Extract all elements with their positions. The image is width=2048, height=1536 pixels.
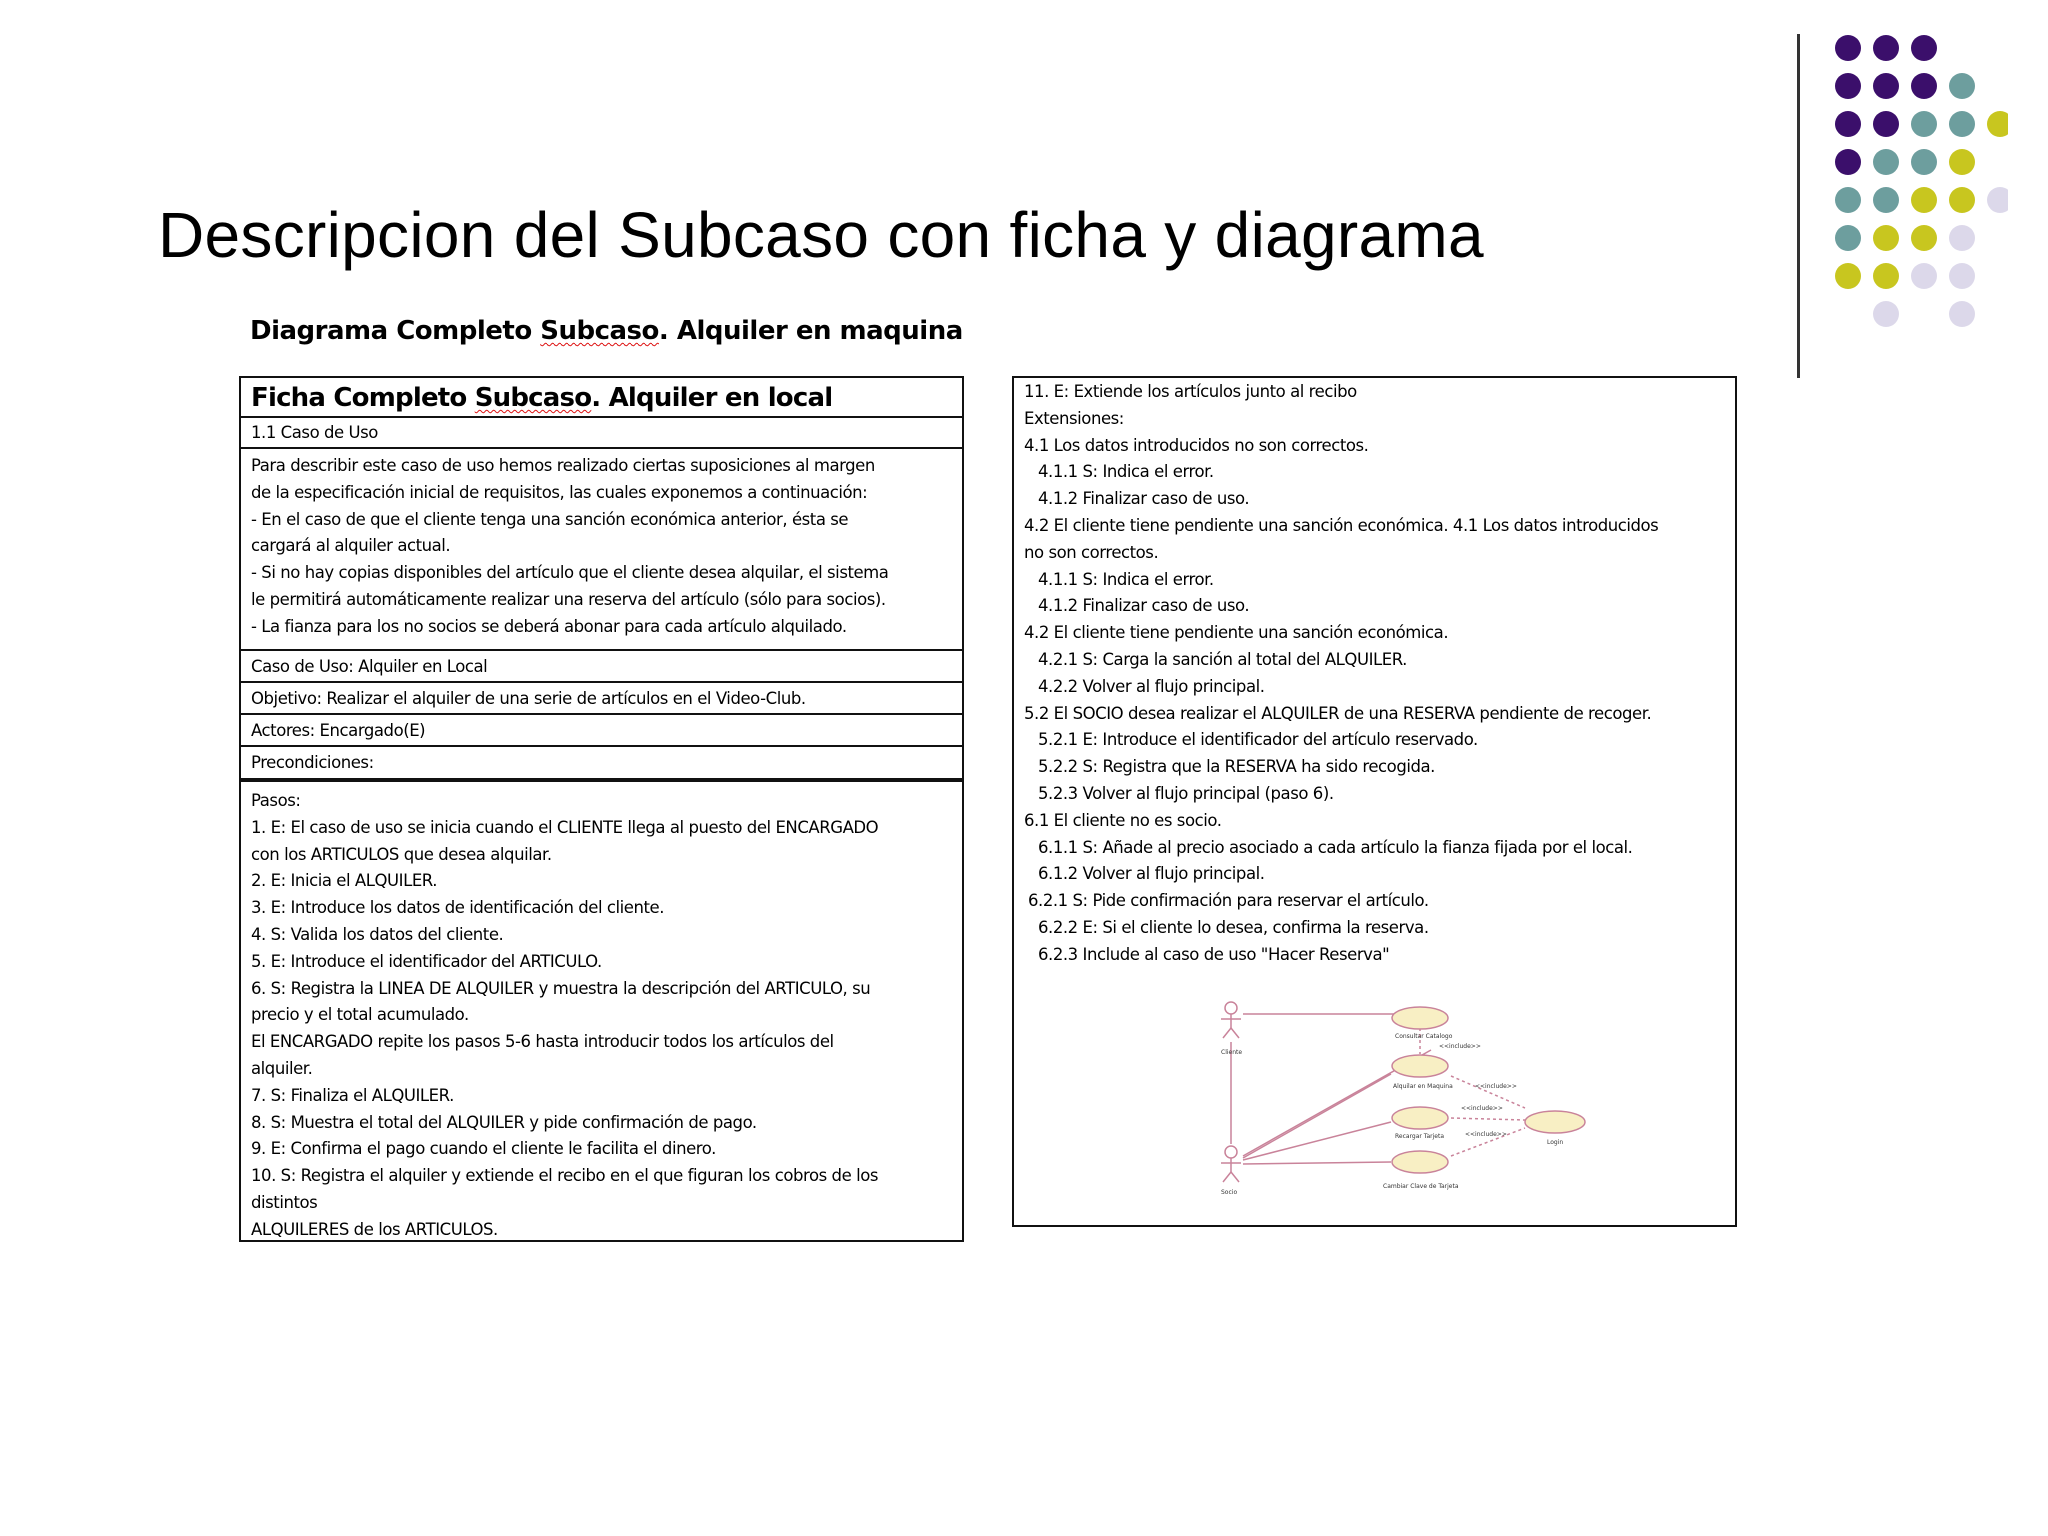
decorative-dot — [1873, 73, 1899, 99]
description-line: cargará al alquiler actual. — [251, 536, 451, 556]
paso-line: 6. S: Registra la LINEA DE ALQUILER y muestra la descripción del ARTICULO, su — [251, 978, 871, 998]
diagram-heading-after: . Alquiler en maquina — [658, 316, 963, 346]
continuation-line: 11. E: Extiende los artículos junto al recibo — [1024, 382, 1357, 401]
decorative-dot — [1949, 73, 1975, 99]
include-arrow — [1451, 1076, 1525, 1108]
description-line: - La fianza para los no socios se deberá abonar para cada artículo alquilado. — [251, 616, 847, 636]
description-line: - En el caso de que el cliente tenga una sanción económica anterior, ésta se — [251, 509, 849, 529]
uc-login-label: Login — [1547, 1139, 1564, 1146]
decorative-dot — [1873, 187, 1899, 213]
continuation-line: 6.2.2 E: Si el cliente lo desea, confirma la reserva. — [1038, 917, 1429, 937]
actor-socio-label: Socio — [1221, 1189, 1238, 1196]
continuation-line: 4.2.1 S: Carga la sanción al total del ALQUILER. — [1038, 649, 1407, 669]
use-case-alquilar — [1392, 1055, 1448, 1077]
paso-line: 3. E: Introduce los datos de identificación del cliente. — [251, 898, 665, 918]
description-line: de la especificación inicial de requisitos, las cuales exponemos a continuación: — [251, 482, 868, 502]
diagram-heading — [250, 316, 963, 346]
paso-line: 4. S: Valida los datos del cliente. — [251, 924, 504, 944]
association-line — [1243, 1074, 1391, 1158]
description-line: - Si no hay copias disponibles del artículo que el cliente desea alquilar, el sistema — [251, 563, 889, 583]
pasos-label: Pasos: — [251, 791, 301, 810]
continuation-line: 4.2.2 Volver al flujo principal. — [1038, 676, 1265, 696]
decorative-dot — [1949, 149, 1975, 175]
continuation-line: 4.2 El cliente tiene pendiente una sanción económica. — [1024, 623, 1449, 643]
ficha-title — [241, 378, 962, 418]
continuation-line: 6.1.1 S: Añade al precio asociado a cada artículo la fianza fijada por el local. — [1038, 837, 1633, 857]
precondiciones-field: Precondiciones: — [241, 747, 962, 780]
paso-line: 9. E: Confirma el pago cuando el cliente le facilita el dinero. — [251, 1139, 716, 1159]
paso-line: 10. S: Registra el alquiler y extiende el recibo en el que figuran los cobros de los — [251, 1166, 878, 1186]
decorative-dot — [1873, 35, 1899, 61]
decorative-dot — [1835, 111, 1861, 137]
association-line — [1243, 1122, 1391, 1160]
continuation-line: 4.2 El cliente tiene pendiente una sanción económica. 4.1 Los datos introducidos — [1024, 515, 1659, 535]
actor-socio-icon — [1221, 1146, 1241, 1182]
paso-line: 8. S: Muestra el total del ALQUILER y pide confirmación de pago. — [251, 1112, 757, 1132]
uc-cambiar-label: Cambiar Clave de Tarjeta — [1383, 1183, 1459, 1190]
decorative-dot — [1835, 187, 1861, 213]
continuation-line: no son correctos. — [1024, 542, 1159, 562]
decorative-dot — [1873, 263, 1899, 289]
continuation-line: 4.1.1 S: Indica el error. — [1038, 569, 1214, 589]
decorative-dot — [1987, 111, 2008, 137]
decorative-dot — [1949, 111, 1975, 137]
decorative-dot — [1911, 73, 1937, 99]
continuation-line: 6.1.2 Volver al flujo principal. — [1038, 864, 1265, 884]
continuation-line: 6.2.1 S: Pide confirmación para reservar el artículo. — [1028, 891, 1429, 911]
include-label: <<include>> — [1465, 1131, 1507, 1138]
continuation-line: 4.1.2 Finalizar caso de uso. — [1038, 596, 1250, 616]
decorative-dot-grid — [1828, 34, 2008, 334]
include-label: <<include>> — [1439, 1043, 1481, 1050]
decorative-dot — [1949, 301, 1975, 327]
decorative-dot — [1873, 111, 1899, 137]
ficha-description — [241, 449, 962, 651]
decorative-dot — [1949, 187, 1975, 213]
decorative-dot — [1911, 111, 1937, 137]
decorative-dot — [1835, 149, 1861, 175]
decorative-dot — [1949, 225, 1975, 251]
paso-line: 5. E: Introduce el identificador del ARTICULO. — [251, 951, 602, 971]
decorative-dot — [1911, 225, 1937, 251]
objetivo-field: Objetivo: Realizar el alquiler de una serie de artículos en el Video-Club. — [241, 683, 962, 715]
continuation-line: 5.2.1 E: Introduce el identificador del artículo reservado. — [1038, 730, 1478, 750]
use-case-login — [1525, 1111, 1585, 1133]
caso-uso-field: Caso de Uso: Alquiler en Local — [241, 651, 962, 683]
continuation-line: 4.1 Los datos introducidos no son correctos. — [1024, 435, 1369, 455]
description-line: le permitirá automáticamente realizar una reserva del artículo (sólo para socios). — [251, 589, 886, 609]
use-case-recargar — [1392, 1107, 1448, 1129]
actor-cliente-label: Cliente — [1221, 1049, 1243, 1056]
continuation-line: 5.2.2 S: Registra que la RESERVA ha sido recogida. — [1038, 757, 1435, 777]
decorative-dot — [1911, 149, 1937, 175]
slide-title: Descripcion del Subcaso con ficha y diagrama — [158, 199, 1484, 271]
include-label: <<include>> — [1475, 1083, 1517, 1090]
pasos-section — [241, 780, 962, 1238]
include-label: <<include>> — [1461, 1105, 1503, 1112]
description-line: Para describir este caso de uso hemos realizado ciertas suposiciones al margen — [251, 456, 875, 475]
decorative-dot — [1873, 225, 1899, 251]
paso-line: con los ARTICULOS que desea alquilar. — [251, 844, 552, 864]
continuation-line: 5.2 El SOCIO desea realizar el ALQUILER de una RESERVA pendiente de recoger. — [1024, 703, 1652, 723]
diagram-heading-before: Diagrama Completo — [250, 316, 541, 346]
decorative-dot — [1873, 149, 1899, 175]
use-case-consultar — [1392, 1007, 1448, 1029]
association-line — [1243, 1162, 1391, 1164]
dot-group — [1835, 35, 2008, 327]
paso-line: El ENCARGADO repite los pasos 5-6 hasta introducir todos los artículos del — [251, 1032, 834, 1052]
include-arrow — [1451, 1118, 1525, 1120]
decorative-dot — [1835, 263, 1861, 289]
decorative-dot — [1835, 73, 1861, 99]
paso-line: alquiler. — [251, 1058, 313, 1078]
continuation-line: 6.2.3 Include al caso de uso "Hacer Reserva" — [1038, 944, 1390, 964]
ficha-title-before: Ficha Completo — [251, 383, 475, 413]
continuation-line: 6.1 El cliente no es socio. — [1024, 810, 1222, 830]
decorative-dot — [1835, 35, 1861, 61]
continuation-line: 4.1.2 Finalizar caso de uso. — [1038, 489, 1250, 509]
continuation-body — [1014, 378, 1735, 970]
paso-line: 1. E: El caso de uso se inicia cuando el CLIENTE llega al puesto del ENCARGADO — [251, 817, 879, 837]
decorative-dot — [1873, 301, 1899, 327]
use-case-diagram — [1195, 996, 1615, 1196]
paso-line: distintos — [251, 1192, 318, 1212]
actores-field: Actores: Encargado(E) — [241, 715, 962, 747]
uc-consultar-label: Consultar Catalogo — [1395, 1033, 1453, 1040]
paso-line: ALQUILERES de los ARTICULOS. — [251, 1219, 498, 1238]
uc-alquilar-label: Alquilar en Maquina — [1393, 1083, 1453, 1090]
paso-line: 2. E: Inicia el ALQUILER. — [251, 871, 438, 891]
ficha-title-after: . Alquiler en local — [591, 383, 833, 413]
decorative-dot — [1835, 225, 1861, 251]
diagram-heading-flagged-word: Subcaso — [540, 316, 659, 346]
decorative-dot — [1911, 187, 1937, 213]
paso-line: precio y el total acumulado. — [251, 1005, 469, 1025]
paso-line: 7. S: Finaliza el ALQUILER. — [251, 1085, 454, 1105]
use-case-cambiar — [1392, 1151, 1448, 1173]
caso-uso-number: 1.1 Caso de Uso — [241, 418, 962, 449]
decorative-dot — [1987, 187, 2008, 213]
actor-cliente-icon — [1221, 1002, 1241, 1038]
vertical-divider — [1797, 34, 1800, 378]
decorative-dot — [1949, 263, 1975, 289]
continuation-line: 4.1.1 S: Indica el error. — [1038, 462, 1214, 482]
ficha-title-flagged-word: Subcaso — [474, 383, 592, 413]
ficha-panel — [239, 376, 964, 1242]
uc-recargar-label: Recargar Tarjeta — [1395, 1133, 1444, 1140]
continuation-line: 5.2.3 Volver al flujo principal (paso 6). — [1038, 783, 1334, 803]
decorative-dot — [1911, 35, 1937, 61]
continuation-line: Extensiones: — [1024, 408, 1124, 428]
decorative-dot — [1911, 263, 1937, 289]
